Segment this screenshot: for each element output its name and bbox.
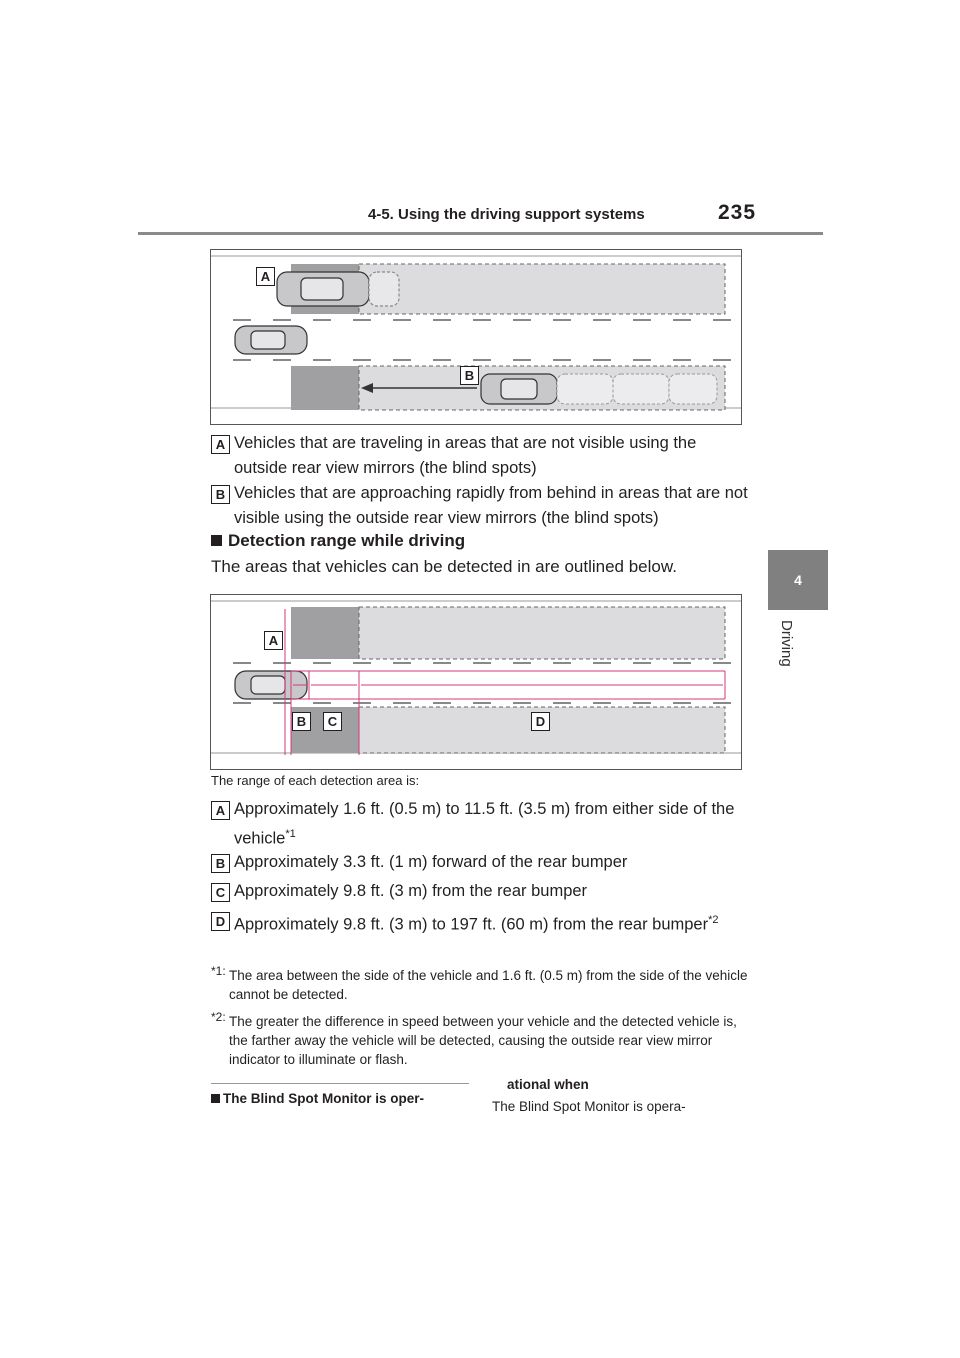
detection-range-illustration [211, 595, 741, 769]
blind-spot-illustration [211, 250, 741, 424]
bottom-right-text: The Blind Spot Monitor is opera- [492, 1099, 686, 1114]
blind-spot-diagram [210, 249, 742, 425]
bullet-square-icon [211, 535, 222, 546]
figure-label-a: A [256, 267, 275, 286]
footnote-1: *1: The area between the side of the vehicle and 1.6 ft. (0.5 m) from the side of the vehicle cannot be detected. [211, 966, 751, 1004]
chapter-tab [768, 550, 828, 610]
header-divider [138, 232, 823, 235]
range-text-b: Approximately 3.3 ft. (1 m) forward of the rear bumper [234, 853, 628, 871]
zone-upper-light [359, 607, 725, 659]
legend-badge-a: A [211, 435, 230, 454]
range-badge-c: C [211, 883, 230, 902]
figure-label-a: A [264, 631, 283, 650]
zone-upper-dark [291, 607, 359, 659]
figure-label-b: B [460, 366, 479, 385]
subheading [211, 531, 465, 551]
footnote-text-1: The area between the side of the vehicle and 1.6 ft. (0.5 m) from the side of the vehicle cannot be detected. [229, 968, 748, 1002]
range-text-d: Approximately 9.8 ft. (3 m) to 197 ft. (60 m) from the rear bumper [234, 915, 709, 934]
vehicle-b [481, 374, 557, 404]
figure-label-b: B [292, 712, 311, 731]
range-text-a: Approximately 1.6 ft. (0.5 m) to 11.5 ft. (3.5 m) from either side of the vehicle [234, 800, 735, 848]
vehicle-a [277, 272, 399, 306]
bottom-left-heading [211, 1091, 424, 1106]
bottom-divider [211, 1083, 469, 1084]
zone-a-light [359, 264, 725, 314]
range-item-b [211, 850, 751, 875]
footnote-mark-2: *2 [211, 1010, 223, 1024]
range-text-c: Approximately 9.8 ft. (3 m) from the rear bumper [234, 882, 588, 900]
range-badge-b: B [211, 854, 230, 873]
figure-label-c: C [323, 712, 342, 731]
page-number: 235 [718, 201, 757, 224]
bottom-left-heading-text: The Blind Spot Monitor is oper- [223, 1091, 424, 1106]
bottom-right-heading: ational when [507, 1077, 589, 1092]
footnote-ref-2: *2 [708, 914, 719, 926]
legend-text-b: Vehicles that are approaching rapidly from behind in areas that are not visible using the outside rear view mirrors (the blind spots) [234, 484, 748, 527]
footnote-text-2: The greater the difference in speed between your vehicle and the detected vehicle is, the farther away the vehicle will be detected, causing the outside rear view mirror indicator to illuminate or flash. [229, 1014, 737, 1067]
range-item-a [211, 797, 751, 852]
range-item-d [211, 908, 751, 938]
footnote-2: *2: The greater the difference in speed between your vehicle and the detected vehicle is, the farther away the vehicle will be detected, causing the outside rear view mirror indicator to illuminate or flash. [211, 1012, 751, 1069]
footnote-ref-1: *1 [285, 828, 296, 840]
vehicle-b-ghosts [557, 374, 717, 404]
zone-b-dark [291, 366, 359, 410]
legend-badge-b: B [211, 485, 230, 504]
legend-item-b [211, 481, 751, 531]
subheading-text: Detection range while driving [228, 531, 466, 550]
own-vehicle [235, 326, 307, 354]
legend-text-a: Vehicles that are traveling in areas that are not visible using the outside rear view mirrors (the blind spots) [234, 434, 697, 477]
chapter-number: 4 [794, 572, 802, 588]
legend-item-a [211, 431, 751, 481]
bullet-square-icon [211, 1094, 220, 1103]
intro-text: The areas that vehicles can be detected in are outlined below. [211, 557, 677, 576]
detection-range-diagram [210, 594, 742, 770]
range-badge-a: A [211, 801, 230, 820]
footnote-mark-1: *1 [211, 964, 223, 978]
figure-label-d: D [531, 712, 550, 731]
range-item-c [211, 879, 751, 904]
range-badge-d: D [211, 912, 230, 931]
range-caption: The range of each detection area is: [211, 773, 420, 788]
section-title: 4-5. Using the driving support systems [368, 206, 645, 223]
chapter-label: Driving [778, 620, 795, 667]
